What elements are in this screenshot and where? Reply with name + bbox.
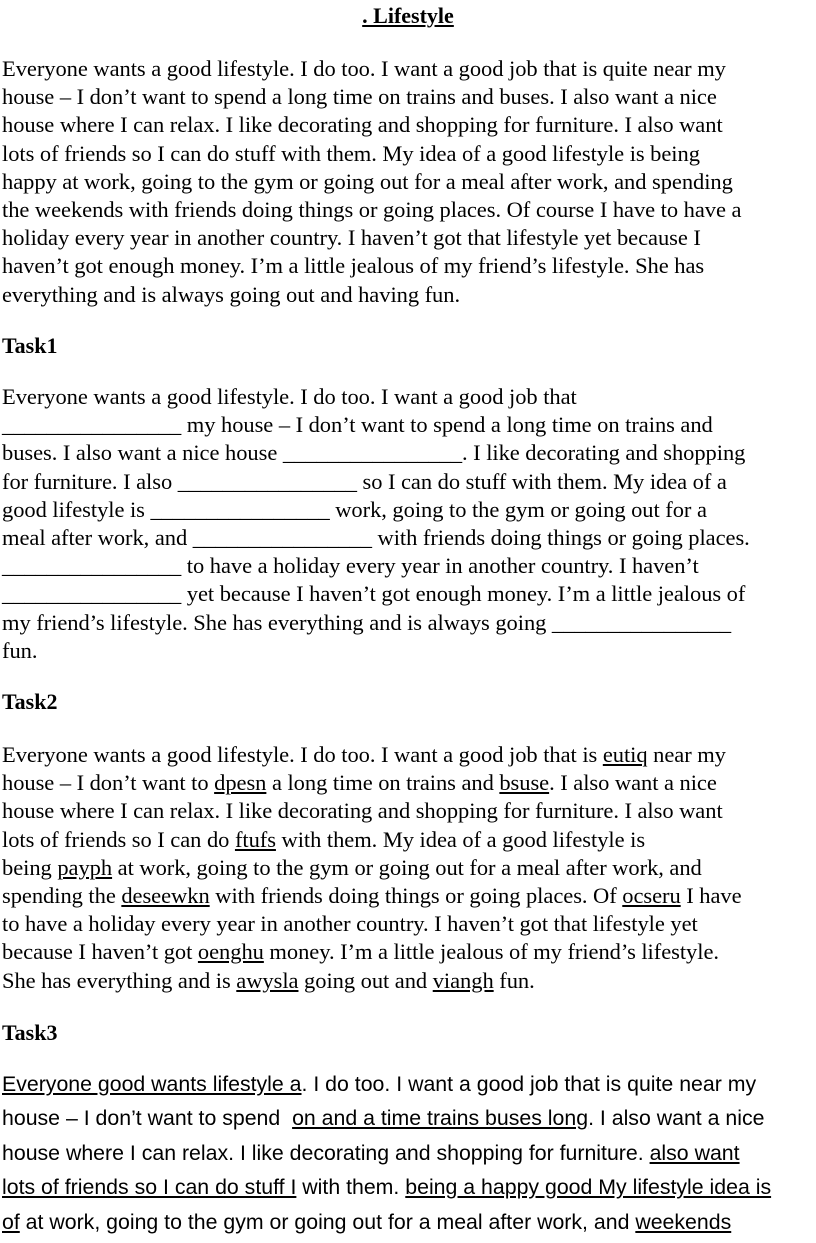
text-segment: fun. <box>493 967 535 993</box>
task2-line <box>2 854 816 882</box>
text-segment: house where I can relax. I like decorating and shopping for furniture. I also want <box>2 798 723 824</box>
task1-line: ________________ to have a holiday every year in another country. I haven’t <box>2 553 699 579</box>
intro-line: everything and is always going out and having fun. <box>2 281 461 307</box>
underlined-word: lots of friends so I can do stuff I <box>2 1175 297 1200</box>
text-segment: house – I don’t want to spend <box>2 1106 293 1131</box>
text-segment: . I also want a nice <box>588 1106 765 1131</box>
task3-heading: Task3 <box>2 1020 58 1045</box>
underlined-word: of <box>2 1209 20 1234</box>
intro-line: haven’t got enough money. I’m a little jealous of my friend’s lifestyle. She has <box>2 253 705 279</box>
task3-line <box>2 1170 816 1204</box>
text-segment: She has everything and is <box>2 967 237 993</box>
page-title: . Lifestyle <box>362 3 454 28</box>
text-segment: I have <box>680 883 742 909</box>
text-segment: going out and <box>298 967 433 993</box>
task1-line: buses. I also want a nice house ________________. I like decorating and shopping <box>2 440 746 466</box>
task2-line <box>2 769 816 797</box>
task2-line <box>2 938 816 966</box>
task2-line <box>2 882 816 910</box>
task1-line: for furniture. I also ________________ so I can do stuff with them. My idea of a <box>2 468 727 494</box>
underlined-word: Everyone good wants lifestyle a <box>2 1072 302 1096</box>
text-segment: because I haven’t got <box>2 939 198 965</box>
task1-line: ________________ yet because I haven’t got enough money. I’m a little jealous of <box>2 581 746 607</box>
task3-line <box>2 1067 816 1101</box>
task1-paragraph <box>2 383 816 665</box>
task1-line: ________________ my house – I don’t want to spend a long time on trains and <box>2 412 713 438</box>
text-segment: with friends doing things or going places. Of <box>209 883 623 909</box>
task3-line <box>2 1205 816 1239</box>
underlined-word: also want <box>649 1140 740 1165</box>
task1-line: Everyone wants a good lifestyle. I do too. I want a good job that <box>2 384 577 409</box>
underlined-word: deseewkn <box>121 883 210 909</box>
task1-line: meal after work, and ________________ with friends doing things or going places. <box>2 525 750 551</box>
intro-line: lots of friends so I can do stuff with them. My idea of a good lifestyle is being <box>2 140 700 166</box>
intro-paragraph <box>2 55 816 309</box>
underlined-word: eutiq <box>602 742 648 767</box>
text-segment: . I do too. I want a good job that is quite near my <box>301 1072 757 1096</box>
underlined-word: ftufs <box>234 826 276 852</box>
task2-paragraph <box>2 741 816 995</box>
task1-line: fun. <box>2 637 38 663</box>
text-segment: at work, going to the gym or going out for a meal after work, and <box>19 1209 636 1234</box>
text-segment: house where I can relax. I like decorating and shopping for furniture. <box>2 1140 650 1165</box>
task3-line <box>2 1136 816 1170</box>
intro-line: house where I can relax. I like decorating and shopping for furniture. I also want <box>2 112 723 138</box>
underlined-word: dpesn <box>214 770 267 796</box>
task3-paragraph <box>2 1067 816 1239</box>
underlined-word: on and a time trains buses long <box>292 1106 589 1131</box>
underlined-word: viangh <box>432 967 494 993</box>
intro-line: the weekends with friends doing things or going places. Of course I have to have a <box>2 197 742 223</box>
text-segment: to have a holiday every year in another country. I haven’t got that lifestyle yet <box>2 911 698 937</box>
intro-line: holiday every year in another country. I haven’t got that lifestyle yet because I <box>2 225 701 251</box>
intro-line: happy at work, going to the gym or going out for a meal after work, and spending <box>2 168 733 194</box>
text-segment: money. I’m a little jealous of my friend’s lifestyle. <box>263 939 719 965</box>
underlined-word: payph <box>57 854 113 880</box>
underlined-word: weekends <box>635 1209 732 1234</box>
underlined-word: awysla <box>236 967 299 993</box>
underlined-word: bsuse <box>499 770 550 796</box>
text-segment: Everyone wants a good lifestyle. I do too. I want a good job that is <box>2 742 603 767</box>
task1-line: my friend’s lifestyle. She has everything and is always going ________________ <box>2 609 732 635</box>
intro-line: house – I don’t want to spend a long time on trains and buses. I also want a nice <box>2 84 717 110</box>
text-segment: lots of friends so I can do <box>2 826 235 852</box>
intro-line: Everyone wants a good lifestyle. I do too. I want a good job that is quite near my <box>2 56 726 81</box>
task2-line <box>2 967 816 995</box>
text-segment: near my <box>647 742 726 767</box>
text-segment: with them. <box>296 1175 406 1200</box>
underlined-word: being a happy good My lifestyle idea is <box>405 1175 772 1200</box>
task2-heading: Task2 <box>2 689 58 714</box>
task2-line <box>2 741 816 769</box>
text-segment: with them. My idea of a good lifestyle is <box>275 826 646 852</box>
task1-heading: Task1 <box>2 333 58 358</box>
text-segment: . I also want a nice <box>549 770 717 796</box>
task2-line <box>2 910 816 938</box>
text-segment: house – I don’t want to <box>2 770 215 796</box>
task2-line <box>2 797 816 825</box>
underlined-word: ocseru <box>622 883 681 909</box>
task2-line <box>2 826 816 854</box>
text-segment: being <box>2 854 58 880</box>
text-segment: spending the <box>2 883 122 909</box>
text-segment: at work, going to the gym or going out for a meal after work, and <box>112 854 702 880</box>
underlined-word: oenghu <box>197 939 264 965</box>
task1-line: good lifestyle is ________________ work, going to the gym or going out for a <box>2 496 707 522</box>
text-segment: a long time on trains and <box>266 770 500 796</box>
task3-line <box>2 1101 816 1135</box>
